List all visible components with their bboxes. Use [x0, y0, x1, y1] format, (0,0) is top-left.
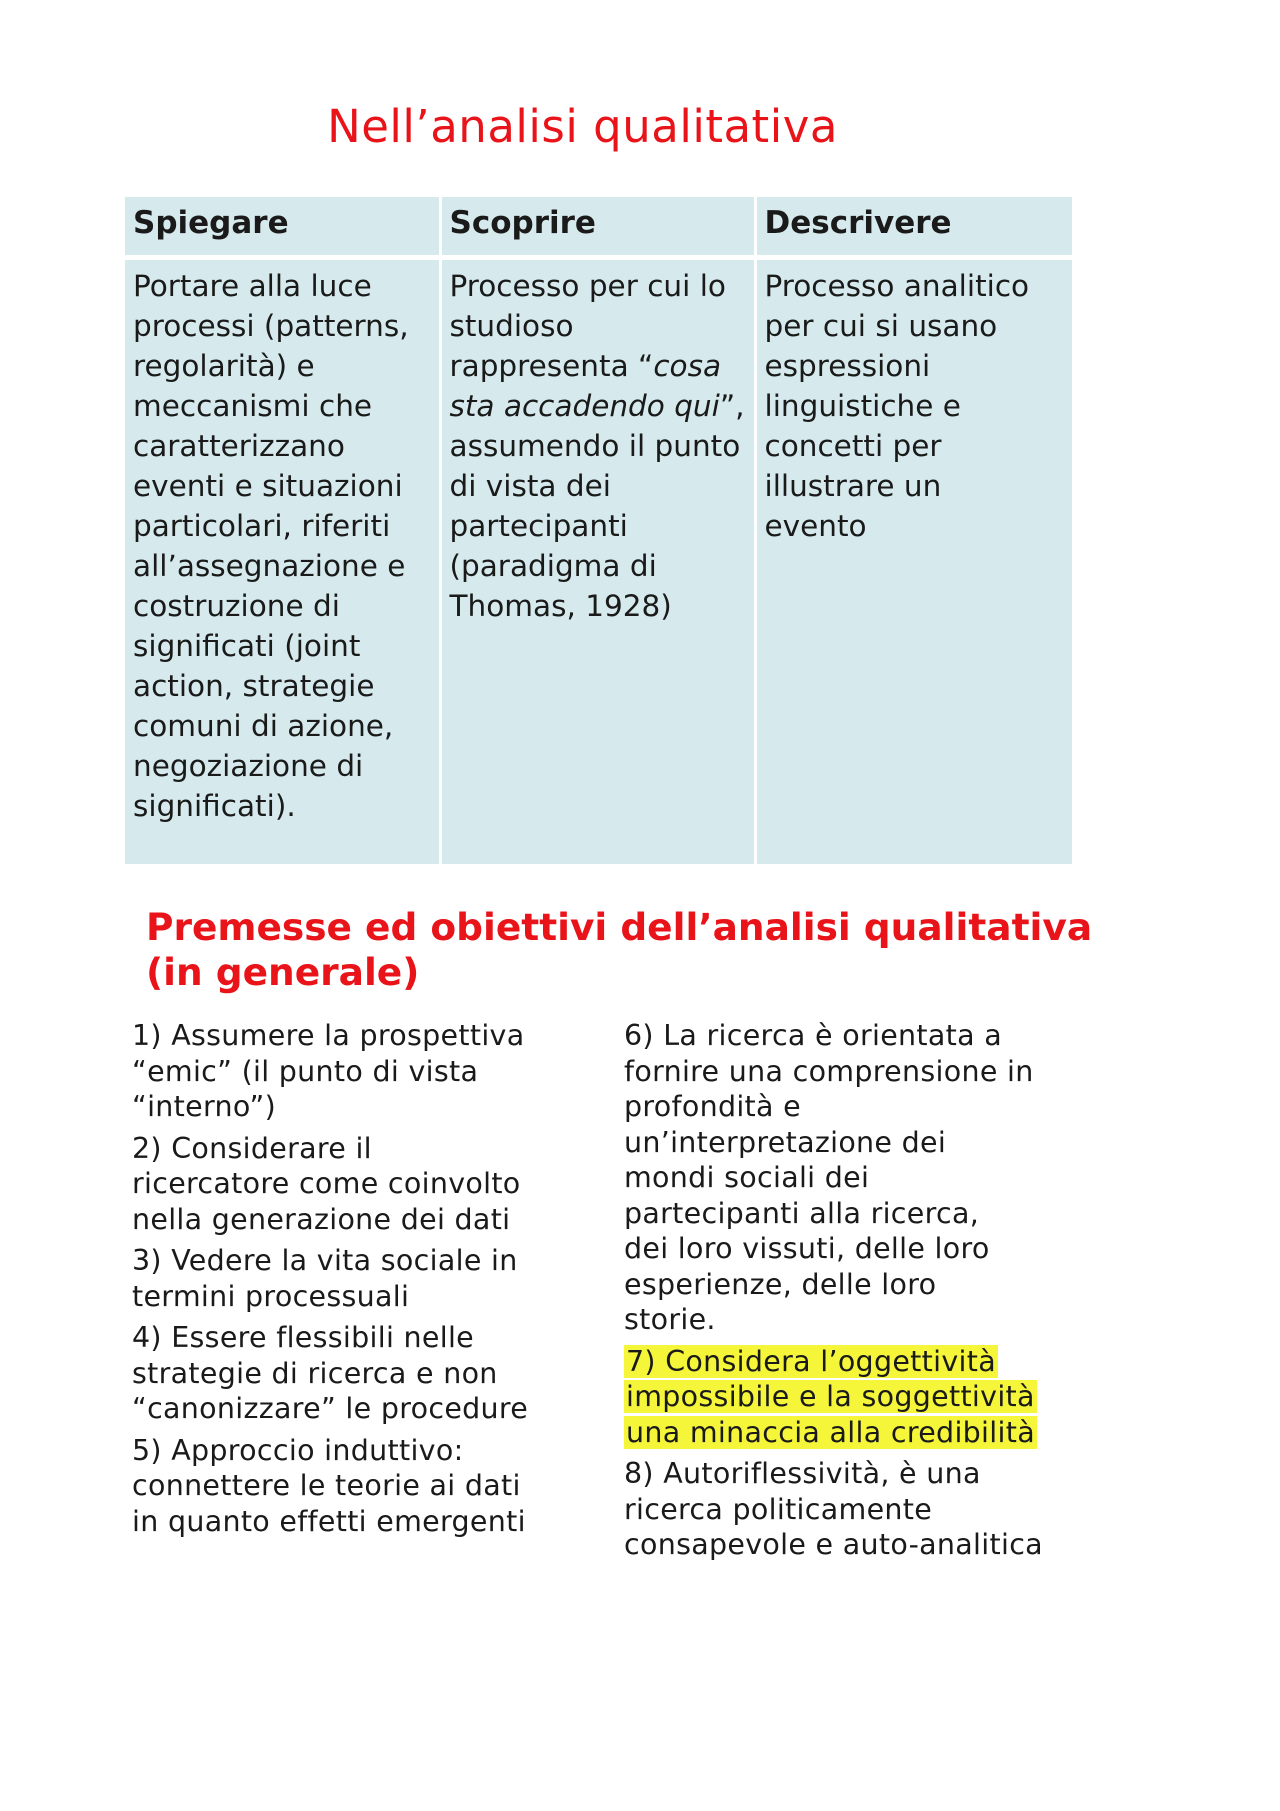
- left-list: [132, 1018, 592, 1545]
- cell-descrivere-text: Processo analitico per cui si usano espressioni linguistiche e concetti per illustrare un evento: [764, 269, 1030, 543]
- list-item-6: 6) La ricerca è orientata a fornire una comprensione in profondità e un’interpretazione dei mondi sociali dei partecipanti alla ricerca, dei loro vissuti, delle loro esperienze, delle loro storie.: [624, 1019, 1034, 1336]
- cell-spiegare-text: Portare alla luce processi (patterns, regolarità) e meccanismi che caratterizzano eventi e situazioni particolari, riferiti all’assegnazione e costruzione di significati (joint action, strategie comuni di azione, negoziazione di significati).: [133, 269, 409, 823]
- cell-spiegare: [125, 258, 440, 865]
- table-header-row: [125, 197, 1072, 258]
- highlighted-text: 7) Considera l’oggettività impossibile e la soggettività una minaccia alla credibilità: [626, 1344, 1035, 1449]
- cell-scoprire-text: Processo per cui lo studioso rappresenta “cosa sta accadendo qui”, assumendo il punto di vista dei partecipanti (paradigma di Thomas, 1928): [449, 269, 745, 623]
- header-spiegare: Spiegare: [125, 197, 440, 258]
- comparison-table: [125, 197, 1072, 864]
- header-descrivere: Descrivere: [755, 197, 1072, 258]
- cell-descrivere: [755, 258, 1072, 865]
- right-list: [624, 1018, 1084, 1569]
- list-item-2: 2) Considerare il ricercatore come coinvolto nella generazione dei dati: [132, 1131, 521, 1236]
- list-item-5: 5) Approccio induttivo: connettere le teorie ai dati in quanto effetti emergenti: [132, 1433, 526, 1538]
- section-title-text: Premesse ed obiettivi dell’analisi qualitativa (in generale): [146, 905, 1093, 994]
- cell-scoprire: [440, 258, 755, 865]
- page-title: Nell’analisi qualitativa: [327, 100, 838, 153]
- header-scoprire: Scoprire: [440, 197, 755, 258]
- list-item-8: 8) Autoriflessività, è una ricerca politicamente consapevole e auto-analitica: [624, 1457, 1043, 1561]
- table-row: [125, 258, 1072, 865]
- section-title: [146, 905, 1106, 995]
- list-item-1: 1) Assumere la prospettiva “emic” (il punto di vista “interno”): [132, 1019, 525, 1123]
- list-item-4: 4) Essere flessibili nelle strategie di ricerca e non “canonizzare” le procedure: [132, 1321, 529, 1425]
- list-item-7-highlighted: [624, 1344, 1084, 1451]
- list-item-3: 3) Vedere la vita sociale in termini processuali: [132, 1244, 518, 1313]
